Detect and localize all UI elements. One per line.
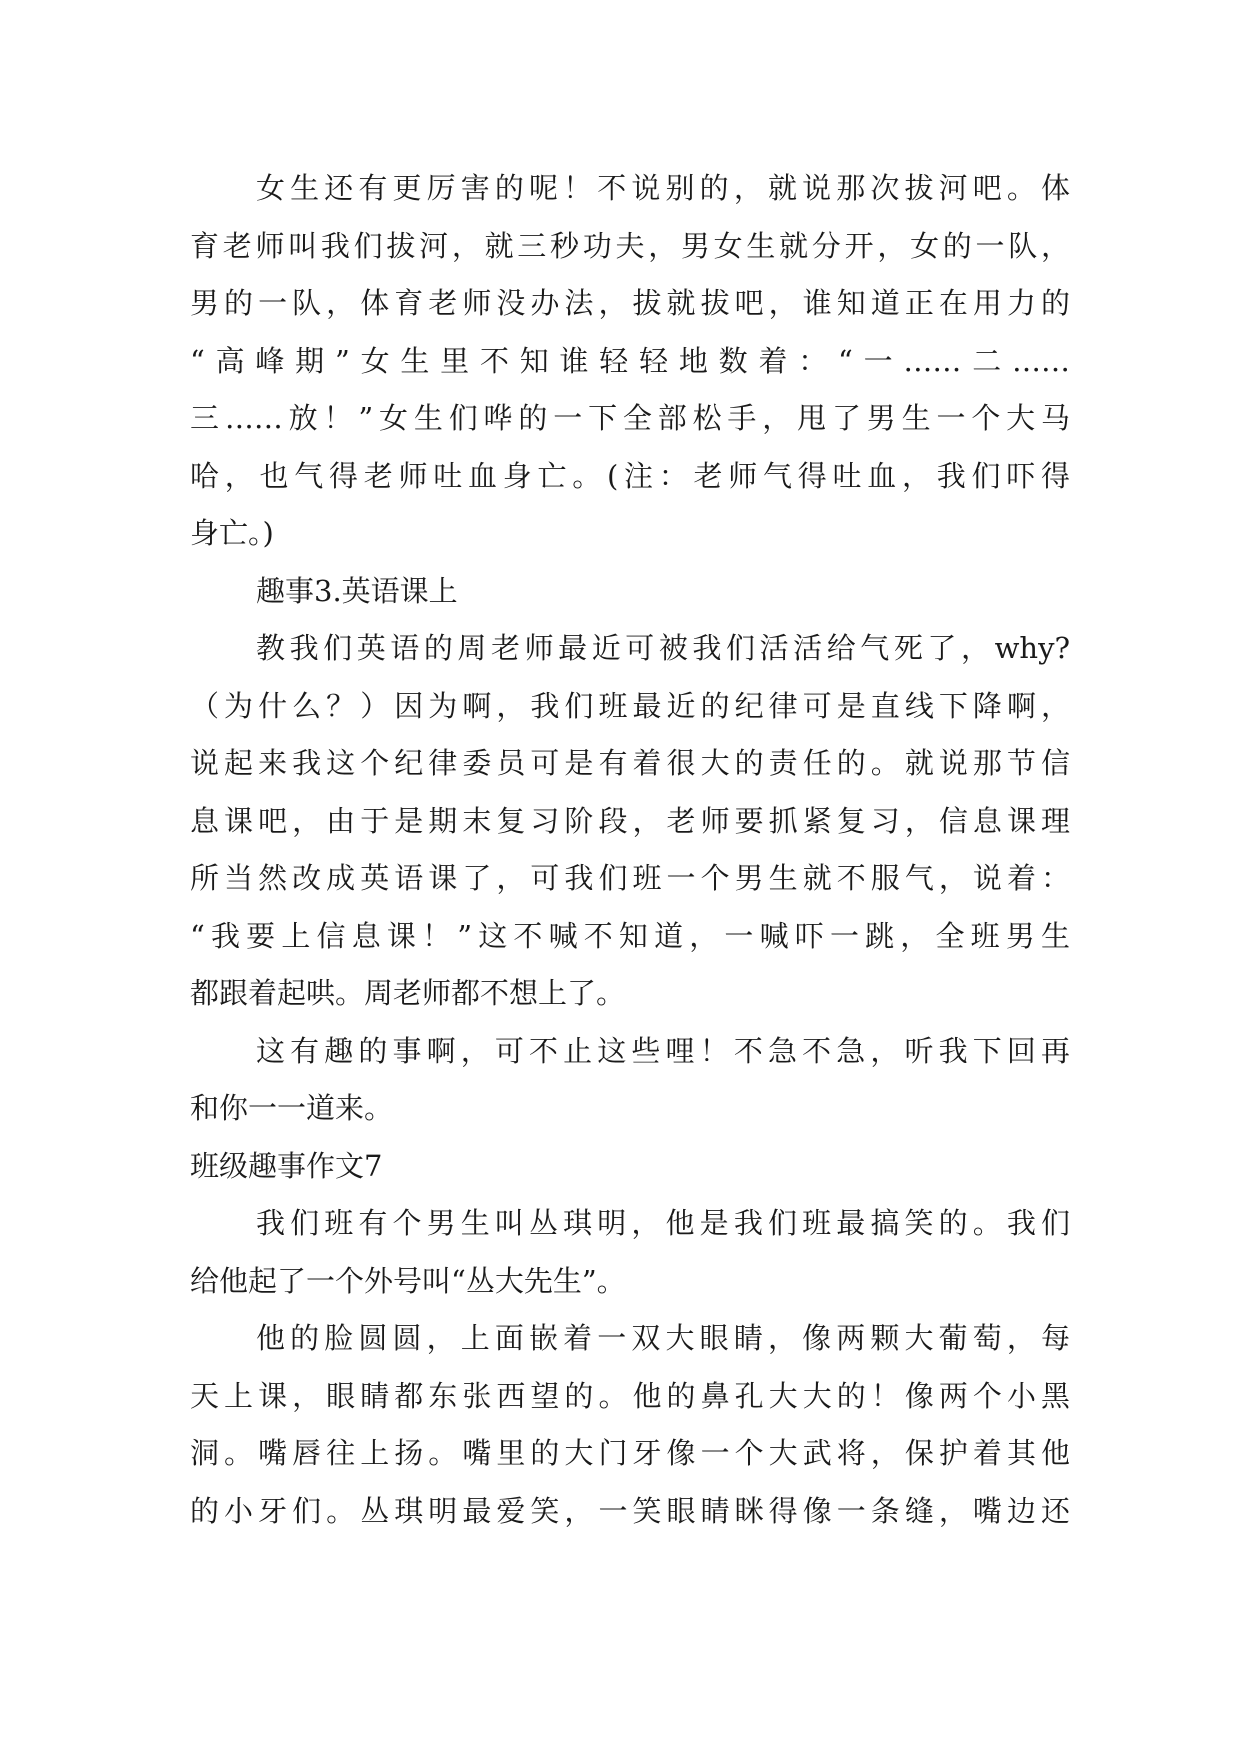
text-line: 教我们英语的周老师最近可被我们活活给气死了，why? (256, 631, 1070, 665)
text-line: 三……放！”女生们哗的一下全部松手，甩了男生一个大马 (190, 401, 1070, 435)
subheading-paragraph (190, 563, 1070, 621)
paragraph (190, 1310, 1070, 1540)
text-line: 息课吧，由于是期末复习阶段，老师要抓紧复习，信息课理 (190, 803, 1070, 838)
paragraph (190, 620, 1070, 1023)
paragraph (190, 1195, 1070, 1310)
text-line: 所当然改成英语课了，可我们班一个男生就不服气，说着： (190, 861, 1070, 895)
text-line: 和你一一道来。 (190, 1091, 394, 1125)
text-line: 这有趣的事啊，可不止这些哩！不急不急，听我下回再 (256, 1033, 1070, 1068)
text-line: 的小牙们。丛琪明最爱笑，一笑眼睛眯得像一条缝，嘴边还 (190, 1493, 1070, 1528)
section-heading-block (190, 1138, 1070, 1196)
text-line: 我们班有个男生叫丛琪明，他是我们班最搞笑的。我们 (256, 1206, 1070, 1240)
section-heading: 班级趣事作文7 (190, 1148, 383, 1183)
text-line: 天上课，眼睛都东张西望的。他的鼻孔大大的！像两个小黑 (190, 1378, 1070, 1413)
text-line: 育老师叫我们拔河，就三秒功夫，男女生就分开，女的一队， (190, 228, 1070, 263)
subheading: 趣事3.英语课上 (256, 573, 458, 608)
paragraph (190, 1023, 1070, 1138)
text-line: 女生还有更厉害的呢！不说别的，就说那次拔河吧。体 (256, 171, 1070, 205)
text-line: 男的一队，体育老师没办法，拔就拔吧，谁知道正在用力的 (190, 286, 1070, 320)
text-line: （为什么？）因为啊，我们班最近的纪律可是直线下降啊， (190, 688, 1070, 723)
text-line: 他的脸圆圆，上面嵌着一双大眼睛，像两颗大葡萄，每 (256, 1321, 1070, 1355)
text-line: 说起来我这个纪律委员可是有着很大的责任的。就说那节信 (190, 746, 1070, 780)
paragraph (190, 160, 1070, 563)
text-line: 都跟着起哄。周老师都不想上了。 (190, 976, 626, 1010)
text-line: 身亡。) (190, 516, 274, 550)
text-line: “我要上信息课！”这不喊不知道，一喊吓一跳，全班男生 (190, 918, 1070, 953)
text-line: 哈，也气得老师吐血身亡。(注：老师气得吐血，我们吓得 (190, 458, 1070, 493)
text-line: “高峰期”女生里不知谁轻轻地数着：“一……二…… (190, 343, 1070, 378)
document-page (190, 160, 1070, 1540)
text-line: 给他起了一个外号叫“丛大先生”。 (190, 1263, 626, 1298)
text-line: 洞。嘴唇往上扬。嘴里的大门牙像一个大武将，保护着其他 (190, 1436, 1070, 1470)
